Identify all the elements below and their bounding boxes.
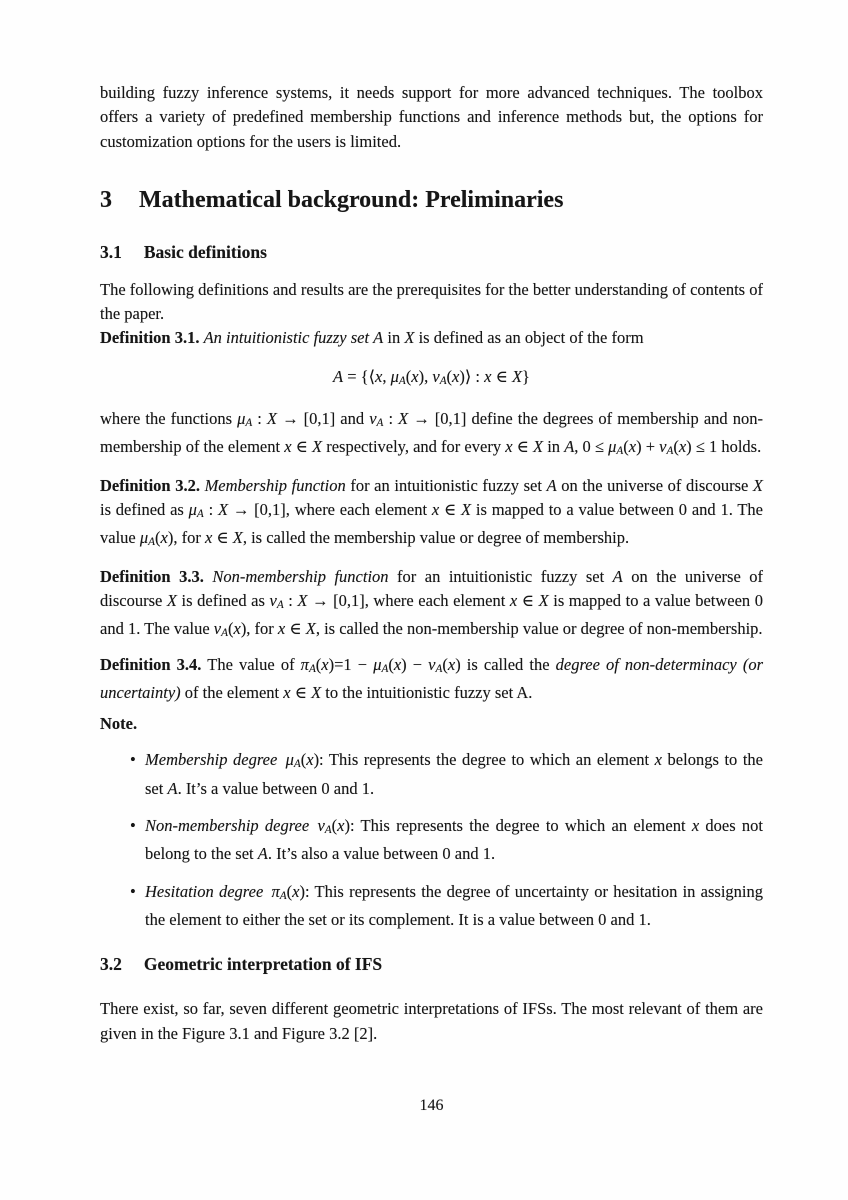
bullet-hesitation-degree (145, 880, 763, 933)
text-run: is defined as an object of the form (414, 328, 644, 348)
text-run: for an intuitionistic fuzzy set (388, 566, 613, 586)
text-run: There exist, so far, seven different geometric interpretations of IFSs. The most relevant of them are given in the Figure 3.1 and Figure 3.2 [2]. (100, 999, 763, 1043)
text-run: ) + (636, 437, 660, 457)
text-run: ∈ (285, 619, 306, 639)
text-run: Membership degree (145, 750, 286, 770)
text-run: Non-membership function (212, 566, 389, 586)
text-run: : (203, 500, 218, 520)
section-31-title: Basic definitions (143, 241, 267, 262)
text-run: A (293, 758, 301, 771)
text-run: ν (432, 366, 440, 386)
text-run: X (266, 409, 278, 429)
text-run: Definition 3.1. (100, 328, 200, 348)
text-run: A (279, 889, 287, 902)
text-run: A (333, 366, 344, 386)
text-run: X (511, 366, 523, 386)
text-run: } (522, 366, 530, 386)
section-32-heading (100, 954, 763, 974)
text-run: ( (286, 881, 293, 901)
text-run: A (381, 662, 389, 675)
text-run: μ (237, 409, 246, 429)
text-run: ( (388, 654, 394, 674)
text-run: x (337, 816, 345, 836)
section-3-heading (100, 187, 763, 214)
section-3-title: Mathematical background: Preliminaries (139, 186, 564, 213)
section-3-number: 3 (100, 186, 112, 213)
text-run: = {⟨ (343, 366, 376, 386)
definition-3-1 (100, 326, 763, 350)
text-run: A (167, 778, 178, 798)
text-run: A (148, 536, 156, 549)
text-run: → [0,1], where each element (228, 500, 432, 520)
text-run: A (616, 445, 624, 458)
text-run: of the element (180, 682, 284, 702)
text-run: A (439, 374, 447, 387)
text-run: μ (285, 750, 294, 770)
text-run: ∈ (491, 366, 512, 386)
text-run: x (233, 619, 241, 639)
text-run: A (564, 437, 575, 457)
definition-3-3 (100, 565, 763, 646)
text-run: )⟩ : (459, 366, 485, 386)
text-run: , (382, 366, 391, 386)
section-32-title: Geometric interpretation of IFS (143, 954, 383, 975)
text-run: X (533, 437, 544, 457)
text-run: x (160, 528, 168, 548)
text-run: : (283, 590, 298, 610)
text-run: ): This represents the degree of uncertainty or hesitation in assigning the element to either the set or its complement. It is a value between 0 and 1. (145, 881, 763, 929)
text-run: π (300, 654, 309, 674)
text-run: x (284, 437, 292, 457)
text-run: for an intuitionistic fuzzy set (345, 475, 547, 495)
text-run: ): This represents the degree to which an element (313, 750, 655, 770)
text-run: , is called the non-membership value or degree of non-membership. (315, 619, 763, 639)
text-run: . It’s also a value between 0 and 1. (267, 844, 496, 864)
text-run: ν (213, 619, 222, 639)
text-run: x (447, 654, 456, 674)
text-run: ( (155, 528, 161, 548)
text-run: μ (390, 366, 399, 386)
text-run: π (271, 881, 280, 901)
text-run: A (324, 824, 332, 837)
text-run: x (678, 437, 687, 457)
text-run: ν (269, 590, 277, 610)
note-bullet-list (100, 748, 763, 932)
text-run: ( (623, 437, 629, 457)
text-run: ) is called the (455, 654, 556, 674)
text-run: ): This represents the degree to which an element (344, 816, 692, 836)
text-run: A (245, 417, 253, 430)
text-run: x (431, 500, 440, 520)
text-run: Definition 3.3. (100, 566, 204, 586)
text-run: X (232, 528, 243, 548)
text-run: does not belong to the set (145, 816, 763, 864)
note-heading (100, 712, 763, 736)
section-31-heading (100, 242, 763, 262)
bullet-membership-degree (145, 748, 763, 801)
text-run: ∈ (439, 500, 461, 520)
text-run: X (538, 590, 549, 610)
text-run: → [0,1], where each element (307, 590, 510, 610)
bullet-non-membership-degree (145, 814, 763, 867)
text-run: x (204, 528, 213, 548)
text-run: X (312, 437, 323, 457)
text-run: μ (373, 654, 382, 674)
text-run: ( (446, 366, 453, 386)
text-run: A (257, 844, 268, 864)
text-run: ), for (240, 619, 278, 639)
text-run: ) − (401, 654, 429, 674)
text-run: A (308, 662, 316, 675)
text-run: x (283, 682, 291, 702)
text-run: ∈ (212, 528, 233, 548)
text-run: → [0,1] and (277, 409, 370, 429)
text-run: Definition 3.2. (100, 475, 200, 495)
text-run: A (612, 566, 623, 586)
paragraph-prerequisites (100, 278, 763, 327)
text-run: Non-membership degree (145, 816, 318, 836)
text-run: to the intuitionistic fuzzy set A. (321, 682, 533, 702)
text-run: x (393, 654, 402, 674)
paragraph-geometric-interpretations (100, 997, 763, 1046)
text-run: → [0,1] define the degrees of membership and non-membership of the element (100, 409, 763, 457)
text-run: where the functions (100, 409, 238, 429)
text-run: belongs to the set (145, 750, 763, 798)
ifs-definition-equation (100, 365, 763, 393)
text-run: ( (405, 366, 412, 386)
text-run: ν (369, 409, 377, 429)
text-run: . It’s a value between 0 and 1. (177, 778, 375, 798)
text-run: , 0 ≤ (574, 437, 609, 457)
text-run: ν (659, 437, 667, 457)
text-run: on the universe of discourse (100, 566, 764, 610)
text-run: x (375, 366, 383, 386)
text-run: is mapped to a value between 0 and 1. The value (100, 500, 763, 548)
text-run: ( (315, 654, 322, 674)
text-run: A (276, 598, 284, 611)
text-run: ), (418, 366, 433, 386)
text-run: ( (442, 654, 448, 674)
text-run: x (691, 816, 700, 836)
text-run: x (484, 366, 492, 386)
definition-3-4 (100, 653, 763, 706)
text-run: A (398, 374, 406, 387)
text-run: A (666, 445, 674, 458)
text-run: Membership function (204, 475, 346, 495)
text-run: ∈ (512, 437, 533, 457)
text-run: A (373, 328, 384, 348)
text-run: x (277, 619, 286, 639)
text-run: A (435, 662, 443, 675)
text-run: ( (227, 619, 234, 639)
text-run: X (398, 409, 409, 429)
text-run: X (461, 500, 472, 520)
text-run: Hesitation degree (145, 881, 272, 901)
text-run: respectively, and for every (322, 437, 506, 457)
text-run: x (411, 366, 419, 386)
text-run: ν (317, 816, 325, 836)
text-run: : (383, 409, 399, 429)
text-run: ( (331, 816, 338, 836)
text-run: A (546, 475, 557, 495)
text-run: is defined as (100, 500, 189, 520)
text-run: ), for (167, 528, 205, 548)
page-number: 146 (419, 1097, 444, 1114)
text-run: x (321, 654, 329, 674)
text-run: X (305, 619, 316, 639)
text-run: ∈ (291, 437, 312, 457)
text-run: x (654, 750, 662, 770)
paragraph-where-functions (100, 407, 763, 464)
text-run: x (509, 590, 518, 610)
text-run: μ (188, 500, 197, 520)
text-run: X (217, 500, 229, 520)
text-run: degree of non-determinacy (or uncertainty) (100, 654, 763, 702)
text-run: on the universe of discourse (556, 475, 753, 495)
section-32-number: 3.2 (100, 954, 122, 975)
text-run: x (292, 881, 300, 901)
paragraph-intro (100, 81, 763, 154)
text-run: : (252, 409, 267, 429)
text-run: is mapped to a value between 0 and 1. The value (100, 590, 763, 639)
text-run: x (452, 366, 460, 386)
text-run: )=1 − (328, 654, 374, 674)
text-run: μ (608, 437, 617, 457)
text-run: X (752, 475, 764, 495)
note-label: Note. (100, 714, 138, 734)
text-run: Definition 3.4. (100, 654, 202, 674)
text-run: X (166, 590, 177, 610)
text-run: ∈ (517, 590, 539, 610)
text-run: is defined as (176, 590, 270, 610)
section-31-number: 3.1 (100, 241, 122, 262)
text-run: x (628, 437, 637, 457)
text-run: X (311, 682, 322, 702)
text-run: μ (139, 528, 149, 548)
text-run: X (297, 590, 308, 610)
text-run: ) ≤ 1 holds. (686, 437, 762, 457)
text-run: X (404, 328, 415, 348)
text-run: building fuzzy inference systems, it needs support for more advanced techniques. The toolbox offers a variety of predefined membership functions and inference methods but, the options for customization options for the users is limited. (100, 83, 763, 151)
text-run: in (383, 328, 405, 348)
text-run: , is called the membership value or degree of membership. (242, 528, 630, 548)
text-run: x (505, 437, 513, 457)
text-run: The value of (201, 654, 301, 674)
text-run: ( (300, 750, 307, 770)
definition-3-2 (100, 474, 763, 555)
text-run: A (376, 417, 384, 430)
text-run: A (196, 508, 204, 521)
text-run: ( (673, 437, 679, 457)
text-run: in (543, 437, 565, 457)
text-run: ν (428, 654, 436, 674)
text-run: The following definitions and results are the prerequisites for the better understanding of contents of the paper. (100, 279, 763, 324)
text-run: ∈ (290, 682, 312, 702)
text-run: An intuitionistic fuzzy set (203, 328, 370, 348)
text-run: A (221, 627, 228, 640)
text-run: x (306, 750, 314, 770)
